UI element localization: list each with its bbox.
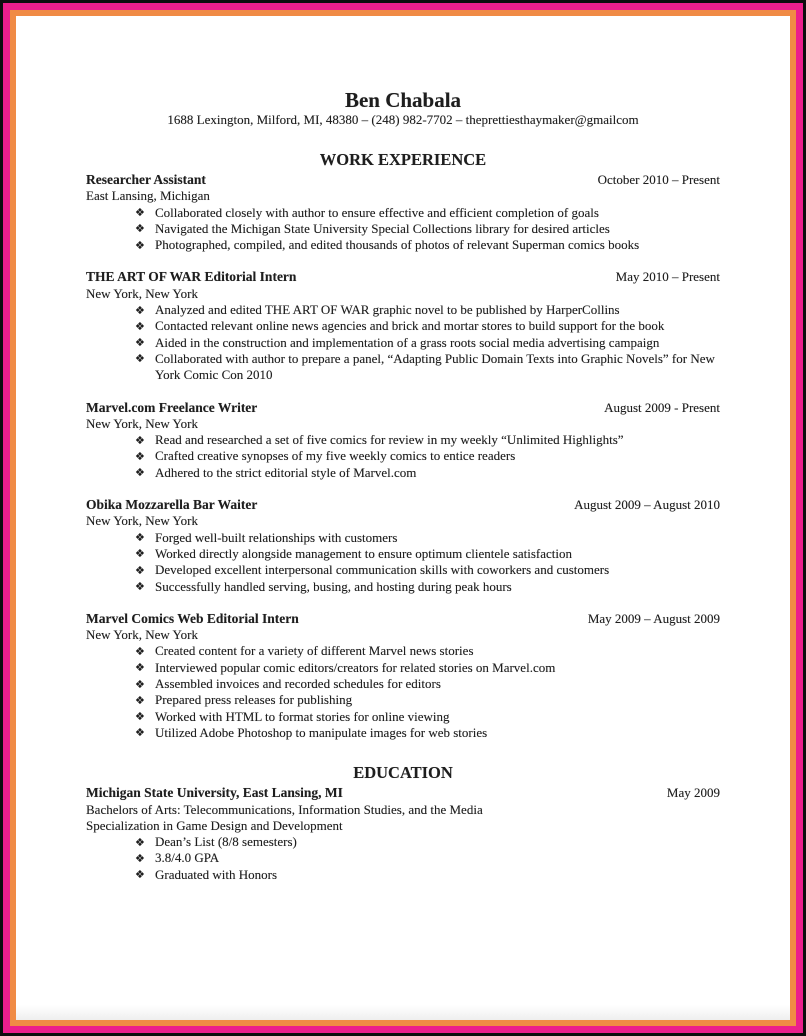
bullet-item xyxy=(86,351,716,384)
bullet-text: Successfully handled serving, busing, and hosting during peak hours xyxy=(155,578,512,594)
experience-entry xyxy=(86,497,720,595)
job-dates: August 2009 - Present xyxy=(604,399,720,415)
page-title: Ben Chabala xyxy=(344,88,462,112)
bullet-item xyxy=(86,692,716,708)
bullet-item xyxy=(86,318,716,334)
experience-entry xyxy=(86,269,720,383)
diamond-bullet-icon: ❖ xyxy=(135,661,145,675)
scan-shadow xyxy=(16,1005,790,1020)
entry-header xyxy=(86,497,720,513)
bullet-text: Assembled invoices and recorded schedules for editors xyxy=(155,676,441,692)
diamond-bullet-icon: ❖ xyxy=(135,547,145,561)
diamond-bullet-icon: ❖ xyxy=(135,531,145,545)
bullet-item xyxy=(86,205,716,221)
experience-entry xyxy=(86,611,720,741)
diamond-bullet-icon: ❖ xyxy=(135,433,145,447)
diamond-bullet-icon: ❖ xyxy=(135,206,145,220)
job-dates: October 2010 – Present xyxy=(597,172,720,187)
contact-line: 1688 Lexington, Milford, MI, 48380 – (248) 982-7702 – theprettiesthaymaker@gmailcom xyxy=(167,112,639,127)
bullet-list xyxy=(86,530,720,595)
job-title: Marvel.com Freelance Writer xyxy=(86,399,258,415)
bullet-list xyxy=(86,302,720,383)
bullet-text: Photographed, compiled, and edited thousands of photos of relevant Superman comics books xyxy=(155,237,640,253)
bullet-text: Forged well-built relationships with customers xyxy=(155,529,398,545)
bullet-text: Developed excellent interpersonal communication skills with coworkers and customers xyxy=(155,562,610,578)
bullet-item xyxy=(86,562,716,578)
bullet-text: Prepared press releases for publishing xyxy=(155,692,353,708)
bullet-item xyxy=(86,448,716,464)
bullet-list xyxy=(86,432,720,481)
diamond-bullet-icon: ❖ xyxy=(135,851,145,865)
bullet-text: Graduated with Honors xyxy=(155,866,278,882)
bullet-text: Interviewed popular comic editors/creators for related stories on Marvel.com xyxy=(155,659,556,675)
page-frame-magenta xyxy=(3,3,803,1033)
diamond-bullet-icon: ❖ xyxy=(135,336,145,350)
bullet-text: Collaborated with author to prepare a panel, “Adapting Public Domain Texts into Graphic Novels” for New York Comic Con 2010 xyxy=(155,350,715,383)
entry-header xyxy=(86,172,720,188)
diamond-bullet-icon: ❖ xyxy=(135,580,145,594)
bullet-item xyxy=(86,237,716,253)
education-entry xyxy=(86,785,720,883)
job-location: New York, New York xyxy=(86,415,198,431)
bullet-item xyxy=(86,221,716,237)
bullet-item xyxy=(86,834,716,850)
diamond-bullet-icon: ❖ xyxy=(135,319,145,333)
diamond-bullet-icon: ❖ xyxy=(135,868,145,882)
section-education xyxy=(86,763,720,883)
bullet-item xyxy=(86,725,716,741)
bullet-item xyxy=(86,676,716,692)
entry-header xyxy=(86,269,720,285)
bullet-item xyxy=(86,302,716,318)
bullet-item xyxy=(86,432,716,448)
bullet-text: Collaborated closely with author to ensure effective and efficient completion of goals xyxy=(155,204,599,220)
job-title: THE ART OF WAR Editorial Intern xyxy=(86,269,297,285)
bullet-text: Adhered to the strict editorial style of Marvel.com xyxy=(155,464,417,480)
degree-line: Bachelors of Arts: Telecommunications, Information Studies, and the Media xyxy=(86,801,483,817)
bullet-item xyxy=(86,643,716,659)
job-location: New York, New York xyxy=(86,285,198,301)
diamond-bullet-icon: ❖ xyxy=(135,303,145,317)
bullet-text: Utilized Adobe Photoshop to manipulate images for web stories xyxy=(155,724,488,740)
bullet-text: Read and researched a set of five comics for review in my weekly “Unlimited Highlights” xyxy=(155,432,624,448)
job-title: Researcher Assistant xyxy=(86,172,206,187)
diamond-bullet-icon: ❖ xyxy=(135,677,145,691)
job-dates: May 2010 – Present xyxy=(615,269,720,285)
diamond-bullet-icon: ❖ xyxy=(135,726,145,740)
experience-entry xyxy=(86,172,720,253)
job-dates: May 2009 – August 2009 xyxy=(587,610,720,626)
diamond-bullet-icon: ❖ xyxy=(135,710,145,724)
job-title: Obika Mozzarella Bar Waiter xyxy=(86,497,258,513)
bullet-text: Created content for a variety of different Marvel news stories xyxy=(155,643,474,659)
resume-page xyxy=(16,16,790,1020)
section-work-experience xyxy=(86,150,720,741)
experience-entry xyxy=(86,400,720,481)
job-location: New York, New York xyxy=(86,513,198,529)
bullet-item xyxy=(86,530,716,546)
bullet-item xyxy=(86,867,716,883)
page-frame-orange xyxy=(10,10,796,1026)
job-title: Marvel Comics Web Editorial Intern xyxy=(86,610,299,626)
entry-header xyxy=(86,611,720,627)
bullet-item xyxy=(86,579,716,595)
section-title: WORK EXPERIENCE xyxy=(319,150,487,169)
diamond-bullet-icon: ❖ xyxy=(135,644,145,658)
diamond-bullet-icon: ❖ xyxy=(135,466,145,480)
diamond-bullet-icon: ❖ xyxy=(135,693,145,707)
diamond-bullet-icon: ❖ xyxy=(135,352,145,366)
bullet-text: Navigated the Michigan State University Special Collections library for desired articles xyxy=(155,220,610,236)
entry-header xyxy=(86,785,720,801)
bullet-item xyxy=(86,465,716,481)
entry-header xyxy=(86,400,720,416)
bullet-text: Dean’s List (8/8 semesters) xyxy=(155,834,297,850)
bullet-list xyxy=(86,834,720,883)
bullet-item xyxy=(86,660,716,676)
specialization-line: Specialization in Game Design and Development xyxy=(86,817,343,833)
bullet-item xyxy=(86,850,716,866)
bullet-text: Contacted relevant online news agencies and brick and mortar stores to build support for the book xyxy=(155,318,665,334)
bullet-text: Analyzed and edited THE ART OF WAR graphic novel to be published by HarperCollins xyxy=(155,302,620,318)
bullet-text: 3.8/4.0 GPA xyxy=(155,850,220,866)
diamond-bullet-icon: ❖ xyxy=(135,835,145,849)
bullet-text: Aided in the construction and implementation of a grass roots social media advertising campaign xyxy=(155,334,660,350)
bullet-item xyxy=(86,709,716,725)
graduation-date: May 2009 xyxy=(666,785,720,801)
diamond-bullet-icon: ❖ xyxy=(135,449,145,463)
bullet-item xyxy=(86,335,716,351)
bullet-text: Worked with HTML to format stories for online viewing xyxy=(155,708,450,724)
bullet-text: Worked directly alongside management to ensure optimum clientele satisfaction xyxy=(155,545,572,561)
diamond-bullet-icon: ❖ xyxy=(135,238,145,252)
bullet-text: Crafted creative synopses of my five weekly comics to entice readers xyxy=(155,448,516,464)
job-location: New York, New York xyxy=(86,627,198,643)
bullet-list xyxy=(86,643,720,741)
bullet-list xyxy=(86,205,720,254)
section-title: EDUCATION xyxy=(353,763,453,783)
school-title: Michigan State University, East Lansing, MI xyxy=(86,785,343,801)
diamond-bullet-icon: ❖ xyxy=(135,222,145,236)
bullet-item xyxy=(86,546,716,562)
diamond-bullet-icon: ❖ xyxy=(135,563,145,577)
job-dates: August 2009 – August 2010 xyxy=(574,497,720,513)
job-location: East Lansing, Michigan xyxy=(86,188,210,204)
